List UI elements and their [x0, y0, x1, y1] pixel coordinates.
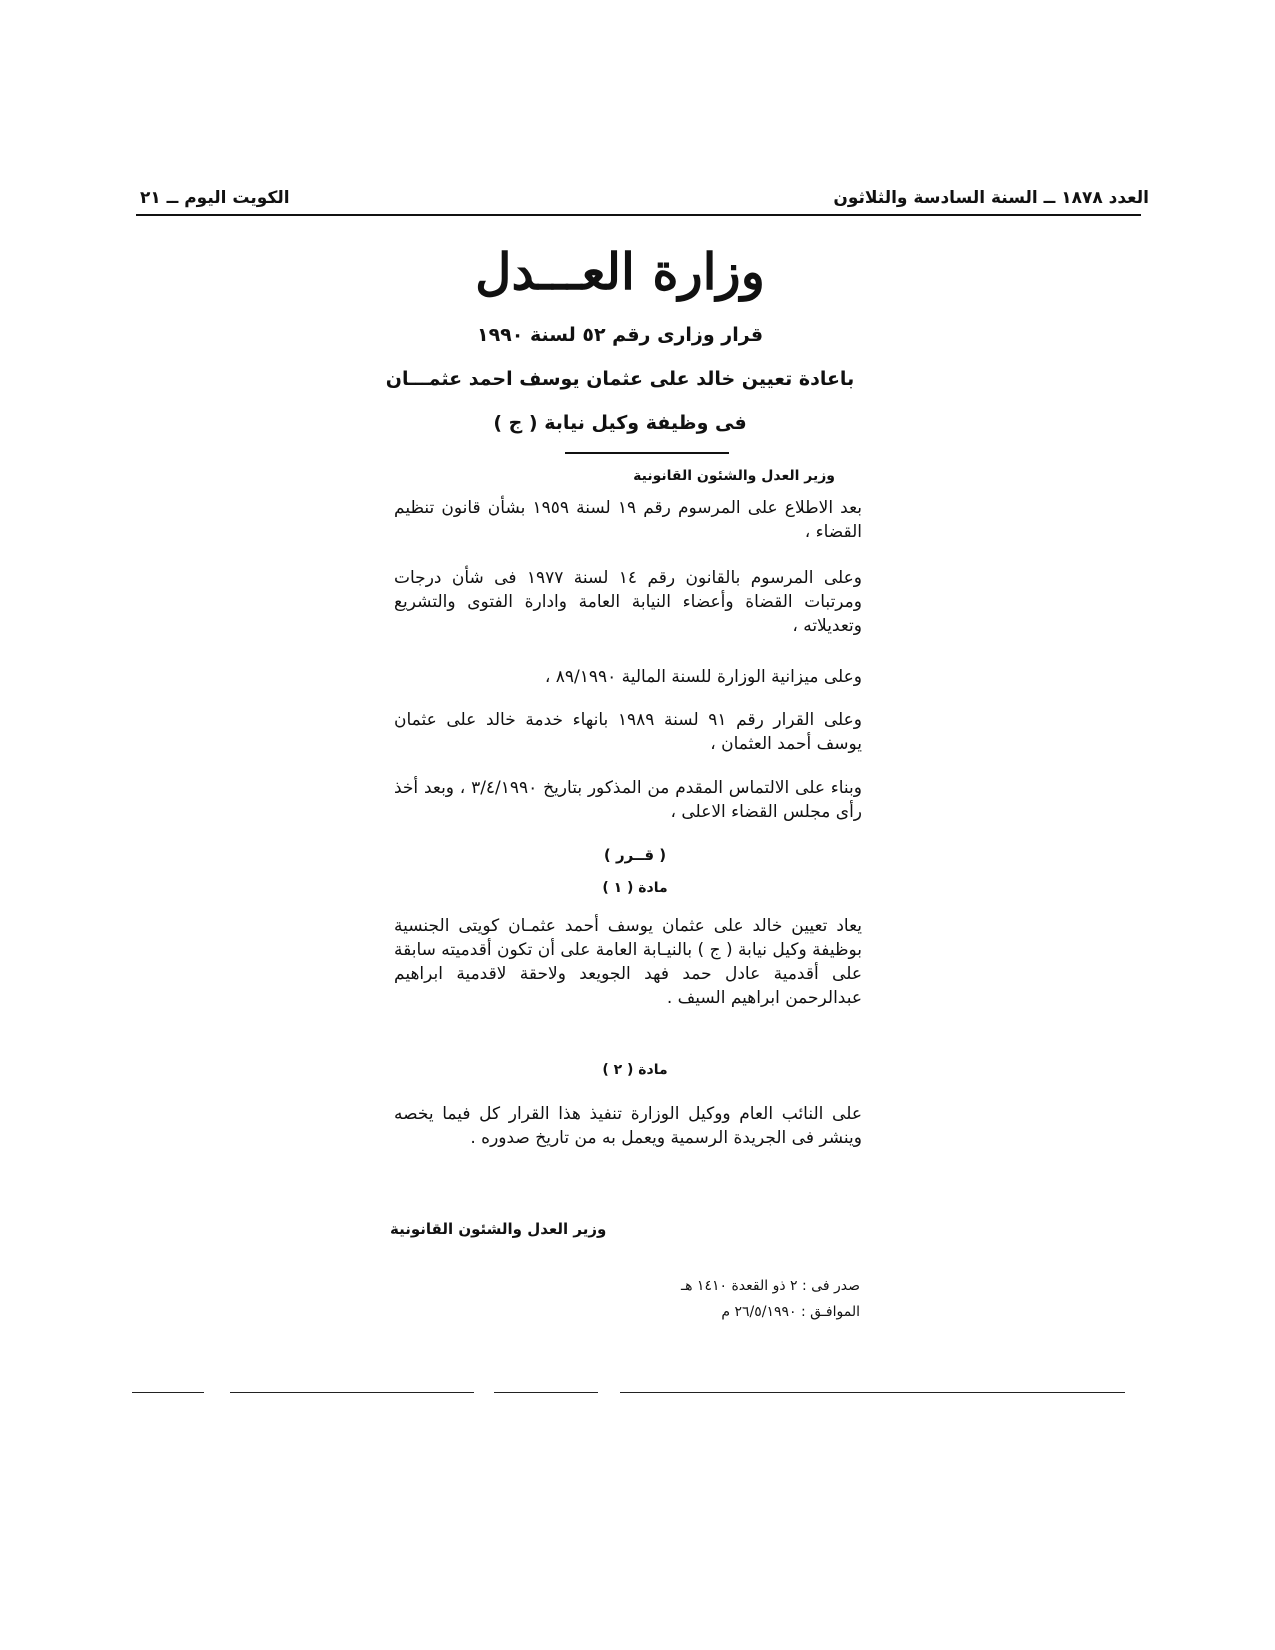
decision-subject-line-1: باعادة تعيين خالد على عثمان يوسف احمد عثمـــان	[385, 368, 855, 390]
recital-1: بعد الاطلاع على المرسوم رقم ١٩ لسنة ١٩٥٩ بشأن قانون تنظيم القضاء ،	[394, 498, 863, 542]
footer-divider	[230, 1392, 474, 1393]
header-divider	[136, 214, 1141, 216]
issued-date-hijri: صدر فى : ٢ ذو القعدة ١٤١٠ هـ	[680, 1278, 860, 1294]
article-1-text: يعاد تعيين خالد على عثمان يوسف أحمد عثمـان كويتى الجنسية بوظيفة وكيل نيابة ( ج ) بالنيـابة العامة على أن تكون أقدميته سابقة على أقدمية عادل حمد فهد الجويعد ولاحقة لاقدمية ابراهيم عبدالرحمن ابراهيم السيف .	[394, 916, 862, 1008]
publication-line: الكويت اليوم ــ ٢١	[140, 188, 290, 208]
article-1-label: مادة ( ١ )	[602, 880, 668, 896]
issue-line: العدد ١٨٧٨ ــ السنة السادسة والثلاثون	[833, 188, 1149, 208]
footer-divider	[132, 1392, 204, 1393]
decision-number: قرار وزارى رقم ٥٢ لسنة ١٩٩٠	[476, 324, 764, 346]
recital-5: وبناء على الالتماس المقدم من المذكور بتاريخ ٣/٤/١٩٩٠ ، وبعد أخذ رأى مجلس القضاء الاعلى ،	[394, 778, 862, 822]
minister-title: وزير العدل والشئون القانونية	[633, 468, 835, 484]
recital-3: وعلى ميزانية الوزارة للسنة المالية ٨٩/١٩٩٠ ،	[544, 667, 862, 687]
footer-divider	[494, 1392, 598, 1393]
recital-4: وعلى القرار رقم ٩١ لسنة ١٩٨٩ بانهاء خدمة خالد على عثمان يوسف أحمد العثمان ،	[394, 710, 863, 754]
decision-subject-line-2: فى وظيفة وكيل نيابة ( ج )	[493, 412, 747, 434]
decided-heading: ( قــرر )	[603, 846, 667, 864]
title-underline	[565, 452, 729, 454]
issued-date-gregorian: الموافـق : ٢٦/٥/١٩٩٠ م	[721, 1304, 860, 1320]
article-2-label: مادة ( ٢ )	[602, 1062, 668, 1078]
ministry-title: وزارة العـــدل	[475, 242, 765, 301]
footer-divider	[620, 1392, 1125, 1393]
minister-signature: وزير العدل والشئون القانونية	[390, 1220, 607, 1238]
recital-2: وعلى المرسوم بالقانون رقم ١٤ لسنة ١٩٧٧ فى شأن درجات ومرتبات القضاة وأعضاء النيابة العامة وادارة الفتوى والتشريع وتعديلاته ،	[394, 568, 862, 636]
article-2-text: على النائب العام ووكيل الوزارة تنفيذ هذا القرار كل فيما يخصه وينشر فى الجريدة الرسمية ويعمل به من تاريخ صدوره .	[394, 1104, 862, 1148]
